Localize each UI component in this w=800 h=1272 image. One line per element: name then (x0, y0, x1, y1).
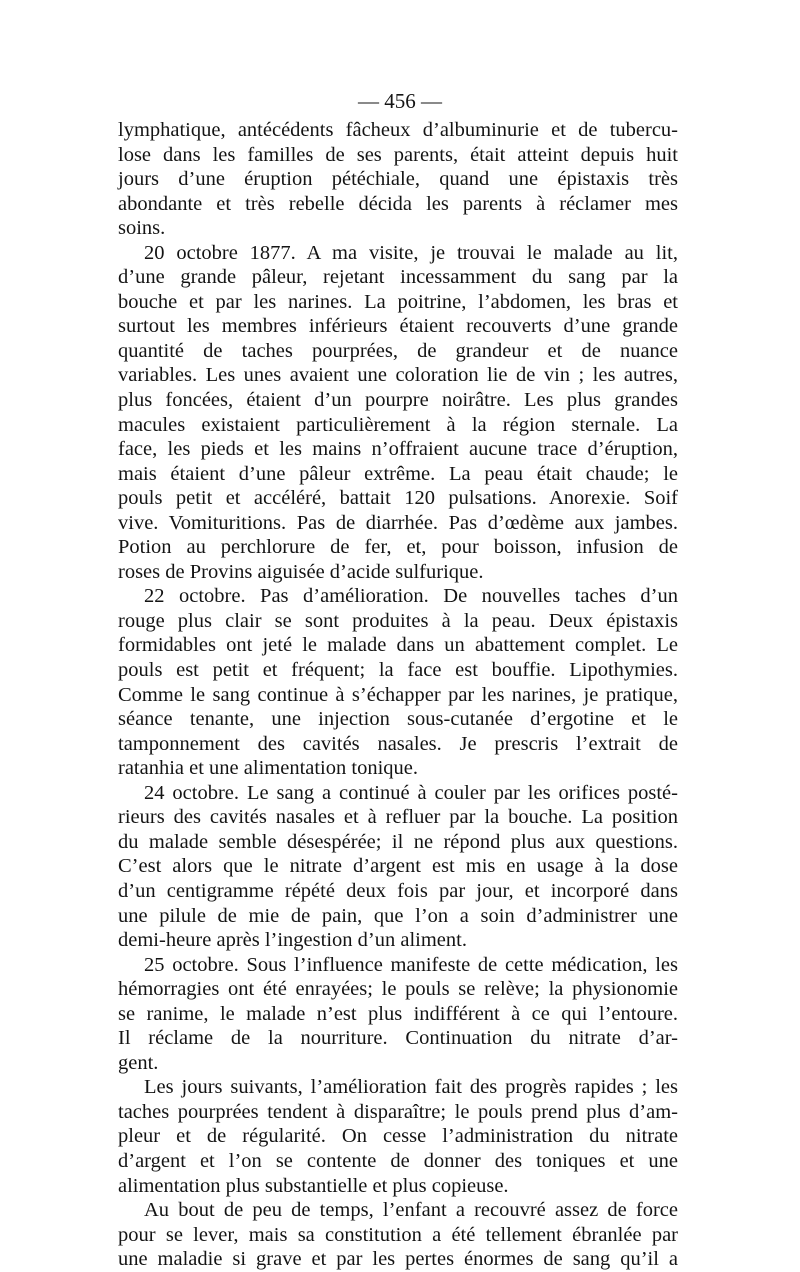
text-line: une maladie si grave et par les pertes énormes de sang qu’il a (118, 1248, 678, 1271)
text-line: soins. (118, 217, 166, 240)
text-line: alimentation plus substantielle et plus copieuse. (118, 1174, 509, 1197)
text-line: tamponnement des cavités nasales. Je prescris l’extrait de (118, 732, 678, 755)
text-line: vive. Vomituritions. Pas de diarrhée. Pas d’œdème aux jambes. (118, 511, 678, 534)
text-line: C’est alors que le nitrate d’argent est mis en usage à la dose (118, 855, 678, 878)
text-line: demi-heure après l’ingestion d’un aliment. (118, 929, 467, 952)
text-line: bouche et par les narines. La poitrine, l’abdomen, les bras et (118, 290, 678, 313)
text-line: mais étaient d’une pâleur extrême. La peau était chaude; le (118, 462, 678, 485)
text-line: pleur et de régularité. On cesse l’administration du nitrate (118, 1125, 678, 1148)
text-line: Au bout de peu de temps, l’enfant a recouvré assez de force (144, 1199, 678, 1222)
text-line: Potion au perchlorure de fer, et, pour boisson, infusion de (118, 536, 678, 559)
text-line: formidables ont jeté le malade dans un abattement complet. Le (118, 634, 678, 657)
text-line: jours d’une éruption pétéchiale, quand une épistaxis très (118, 168, 678, 191)
text-line: Il réclame de la nourriture. Continuation du nitrate d’ar- (118, 1027, 678, 1050)
text-line: pour se lever, mais sa constitution a été tellement ébranlée par (118, 1223, 678, 1246)
text-line: Comme le sang continue à s’échapper par les narines, je pratique, (118, 683, 678, 706)
text-line: une pilule de mie de pain, que l’on a soin d’administrer une (118, 904, 678, 927)
text-line: plus foncées, étaient d’un pourpre noirâtre. Les plus grandes (118, 389, 678, 412)
text-line: lymphatique, antécédents fâcheux d’albuminurie et de tubercu- (118, 119, 678, 141)
text-line: d’une grande pâleur, rejetant incessamment du sang par la (118, 266, 678, 289)
text-line: du malade semble désespérée; il ne répond plus aux questions. (118, 830, 678, 853)
text-line: quantité de taches pourprées, de grandeur et de nuance (118, 339, 678, 362)
text-line: se ranime, le malade n’est plus indifférent à ce qui l’entoure. (118, 1002, 678, 1025)
text-line: 22 octobre. Pas d’amélioration. De nouvelles taches d’un (144, 585, 678, 608)
text-line: face, les pieds et les mains n’offraient aucune trace d’éruption, (118, 438, 678, 461)
text-line: gent. (118, 1051, 159, 1074)
text-line: lose dans les familles de ses parents, était atteint depuis huit (118, 143, 678, 166)
text-line: Les jours suivants, l’amélioration fait des progrès rapides ; les (144, 1076, 678, 1099)
text-line: pouls petit et accéléré, battait 120 pulsations. Anorexie. Soif (118, 487, 678, 510)
text-line: surtout les membres inférieurs étaient recouverts d’une grande (118, 315, 678, 338)
text-line: variables. Les unes avaient une coloration lie de vin ; les autres, (118, 364, 678, 387)
text-line: 20 octobre 1877. A ma visite, je trouvai le malade au lit, (144, 241, 678, 264)
body-text (118, 118, 678, 1272)
text-line: rouge plus clair se sont produites à la peau. Deux épistaxis (118, 609, 678, 632)
text-line: abondante et très rebelle décida les parents à réclamer mes (118, 192, 678, 215)
text-line: d’argent et l’on se contente de donner des toniques et une (118, 1149, 678, 1172)
text-line: macules existaient particulièrement à la région sternale. La (118, 413, 678, 436)
text-line: hémorragies ont été enrayées; le pouls se relève; la physionomie (118, 978, 678, 1001)
text-line: ratanhia et une alimentation tonique. (118, 757, 418, 780)
text-line: 25 octobre. Sous l’influence manifeste de cette médication, les (144, 953, 678, 976)
text-line: taches pourprées tendent à disparaître; le pouls prend plus d’am- (118, 1100, 678, 1123)
text-line: pouls est petit et fréquent; la face est bouffie. Lipothymies. (118, 659, 678, 682)
text-line: rieurs des cavités nasales et à refluer par la bouche. La position (118, 806, 678, 829)
text-line: 24 octobre. Le sang a continué à couler par les orifices posté- (144, 781, 678, 804)
page-number: — 456 — (358, 89, 442, 113)
text-line: roses de Provins aiguisée d’acide sulfurique. (118, 560, 484, 583)
text-line: d’un centigramme répété deux fois par jour, et incorporé dans (118, 879, 678, 902)
text-line: séance tenante, une injection sous-cutanée d’ergotine et le (118, 708, 678, 731)
